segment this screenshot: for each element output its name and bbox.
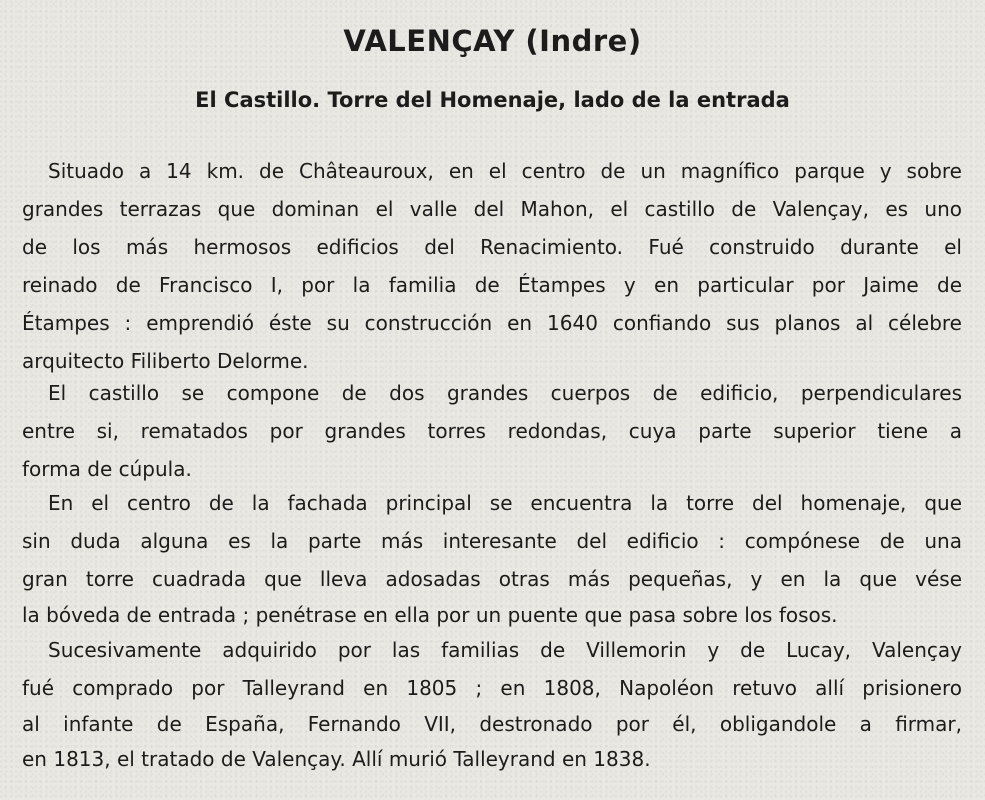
text-line: de los más hermosos edificios del Renacimiento. Fué construido durante el	[22, 235, 962, 259]
text-line: En el centro de la fachada principal se encuentra la torre del homenaje, que	[48, 491, 962, 515]
page-title: VALENÇAY (Indre)	[343, 24, 642, 58]
text-line: Étampes : emprendió éste su construcción en 1640 confiando sus planos al célebre	[22, 311, 962, 335]
text-line: en 1813, el tratado de Valençay. Allí murió Talleyrand en 1838.	[22, 747, 651, 771]
text-line: al infante de España, Fernando VII, destronado por él, obligandole a firmar,	[22, 712, 962, 736]
text-line: sin duda alguna es la parte más interesante del edificio : compónese de una	[22, 529, 962, 553]
text-line: fué comprado por Talleyrand en 1805 ; en 1808, Napoléon retuvo allí prisionero	[22, 676, 962, 700]
text-line: reinado de Francisco I, por la familia de Étampes y en particular por Jaime de	[22, 273, 962, 297]
text-line: grandes terrazas que dominan el valle del Mahon, el castillo de Valençay, es uno	[22, 197, 962, 221]
text-line: El castillo se compone de dos grandes cuerpos de edificio, perpendiculares	[48, 381, 962, 405]
text-line: la bóveda de entrada ; penétrase en ella por un puente que pasa sobre los fosos.	[22, 603, 838, 627]
text-line: arquitecto Filiberto Delorme.	[22, 349, 309, 373]
text-line: Sucesivamente adquirido por las familias de Villemorin y de Lucay, Valençay	[48, 638, 962, 662]
text-line: gran torre cuadrada que lleva adosadas otras más pequeñas, y en la que vése	[22, 567, 962, 591]
text-line: Situado a 14 km. de Châteauroux, en el centro de un magnífico parque y sobre	[48, 159, 962, 183]
page-subtitle: El Castillo. Torre del Homenaje, lado de la entrada	[195, 88, 790, 112]
text-line: forma de cúpula.	[22, 457, 192, 481]
text-line: entre si, rematados por grandes torres redondas, cuya parte superior tiene a	[22, 419, 962, 443]
